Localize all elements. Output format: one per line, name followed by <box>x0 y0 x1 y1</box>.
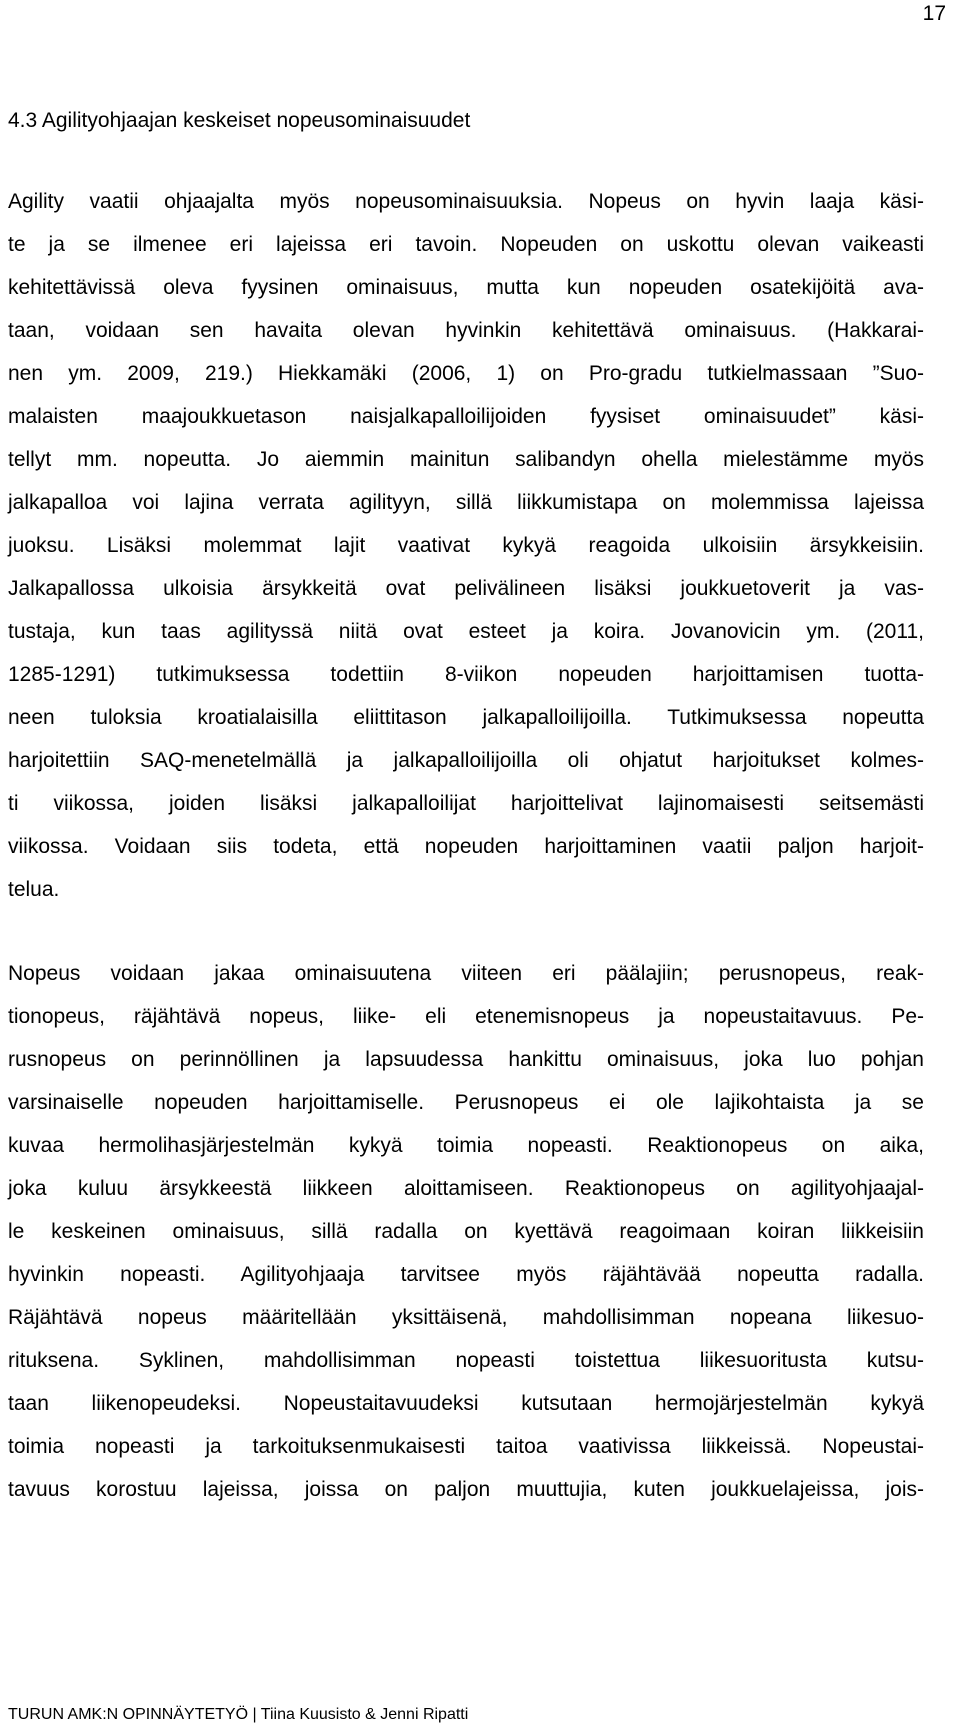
page-footer: TURUN AMK:N OPINNÄYTETYÖ | Tiina Kuusisto & Jenni Ripatti <box>8 1706 469 1723</box>
text-line: tellyt mm. nopeutta. Jo aiemmin mainitun salibandyn ohella mielestämme myös <box>8 448 924 471</box>
text-line: 1285-1291) tutkimuksessa todettiin 8-viikon nopeuden harjoittamisen tuotta- <box>8 663 924 686</box>
text-line: nen ym. 2009, 219.) Hiekkamäki (2006, 1) on Pro-gradu tutkielmassaan ”Suo- <box>8 362 924 385</box>
text-line: rituksena. Syklinen, mahdollisimman nopeasti toistettua liikesuoritusta kutsu- <box>8 1349 924 1372</box>
text-line: taan, voidaan sen havaita olevan hyvinkin kehitettävä ominaisuus. (Hakkarai- <box>8 319 924 342</box>
text-line: Räjähtävä nopeus määritellään yksittäisenä, mahdollisimman nopeana liikesuo- <box>8 1306 924 1329</box>
text-line: varsinaiselle nopeuden harjoittamiselle. Perusnopeus ei ole lajikohtaista ja se <box>8 1091 924 1114</box>
text-line: tionopeus, räjähtävä nopeus, liike- eli etenemisnopeus ja nopeustaitavuus. Pe- <box>8 1005 924 1028</box>
text-line: telua. <box>8 878 60 901</box>
text-line: tavuus korostuu lajeissa, joissa on paljon muuttujia, kuten joukkuelajeissa, jois- <box>8 1478 924 1501</box>
text-line: neen tuloksia kroatialaisilla eliittitason jalkapalloilijoilla. Tutkimuksessa nopeutta <box>8 706 924 729</box>
text-line: Nopeus voidaan jakaa ominaisuutena viiteen eri päälajiin; perusnopeus, reak- <box>8 962 924 985</box>
text-line: Jalkapallossa ulkoisia ärsykkeitä ovat pelivälineen lisäksi joukkuetoverit ja vas- <box>8 577 924 600</box>
text-line: hyvinkin nopeasti. Agilityohjaaja tarvitsee myös räjähtävää nopeutta radalla. <box>8 1263 924 1286</box>
section-heading: 4.3 Agilityohjaajan keskeiset nopeusominaisuudet <box>8 109 471 132</box>
text-line: viikossa. Voidaan siis todeta, että nopeuden harjoittaminen vaatii paljon harjoit- <box>8 835 924 858</box>
text-line: harjoitettiin SAQ-menetelmällä ja jalkapalloilijoilla oli ohjatut harjoitukset kolmes- <box>8 749 924 772</box>
text-line: juoksu. Lisäksi molemmat lajit vaativat kykyä reagoida ulkoisiin ärsykkeisiin. <box>8 534 924 557</box>
text-line: ti viikossa, joiden lisäksi jalkapalloilijat harjoittelivat lajinomaisesti seitsemästi <box>8 792 924 815</box>
text-line: kehitettävissä oleva fyysinen ominaisuus, mutta kun nopeuden osatekijöitä ava- <box>8 276 924 299</box>
text-line: kuvaa hermolihasjärjestelmän kykyä toimia nopeasti. Reaktionopeus on aika, <box>8 1134 924 1157</box>
text-line: tustaja, kun taas agilityssä niitä ovat esteet ja koira. Jovanovicin ym. (2011, <box>8 620 924 643</box>
text-line: Agility vaatii ohjaajalta myös nopeusominaisuuksia. Nopeus on hyvin laaja käsi- <box>8 190 924 213</box>
page-number: 17 <box>922 2 946 25</box>
text-line: jalkapalloa voi lajina verrata agilityyn, sillä liikkumistapa on molemmissa lajeissa <box>8 491 924 514</box>
text-line: joka kuluu ärsykkeestä liikkeen aloittamiseen. Reaktionopeus on agilityohjaajal- <box>8 1177 924 1200</box>
text-line: malaisten maajoukkuetason naisjalkapalloilijoiden fyysiset ominaisuudet” käsi- <box>8 405 924 428</box>
text-line: rusnopeus on perinnöllinen ja lapsuudessa hankittu ominaisuus, joka luo pohjan <box>8 1048 924 1071</box>
text-line: te ja se ilmenee eri lajeissa eri tavoin. Nopeuden on uskottu olevan vaikeasti <box>8 233 924 256</box>
text-line: taan liikenopeudeksi. Nopeustaitavuudeksi kutsutaan hermojärjestelmän kykyä <box>8 1392 924 1415</box>
text-line: le keskeinen ominaisuus, sillä radalla on kyettävä reagoimaan koiran liikkeisiin <box>8 1220 924 1243</box>
text-line: toimia nopeasti ja tarkoituksenmukaisesti taitoa vaativissa liikkeissä. Nopeustai- <box>8 1435 924 1458</box>
